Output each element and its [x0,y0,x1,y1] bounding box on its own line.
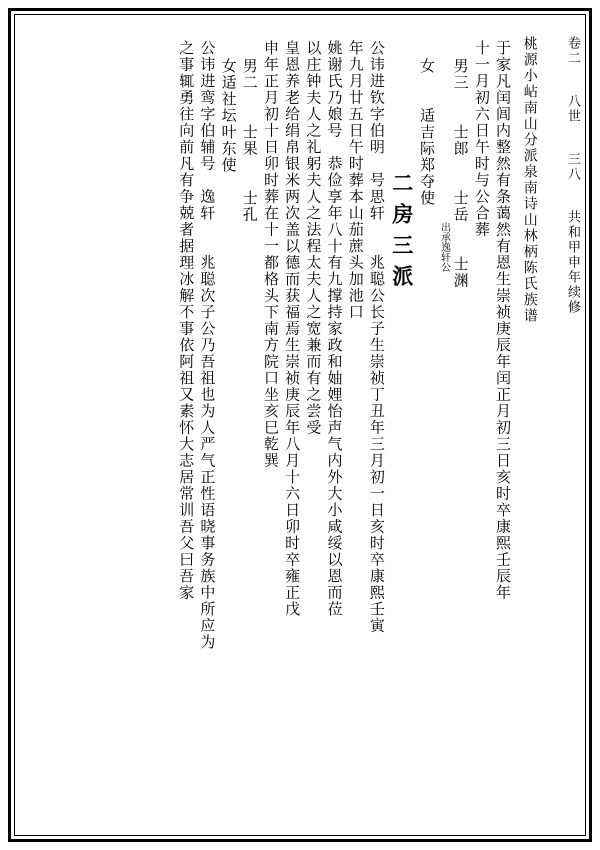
text-column: 申年正月初十日卯时葬在十一都格头下南方院口坐亥巳乾巽 [261,40,280,469]
text-column: 女适社坛叶东使 [219,58,238,174]
text-column: 年九月廿五日午时葬本山茄蔗头加池口 [346,40,365,321]
generation-label: 八世 [565,94,580,124]
spine-column [522,18,582,832]
text-column: 女 适吉际郑夺使 [417,58,436,207]
text-column: 公讳进鸾字伯辅号 逸轩 兆聪次子公乃吾祖也为人严气正性语晓事务族中所应为 [198,40,217,651]
edition-label: 共和甲申年续修 [565,210,580,315]
inline-annotation: 出承逸轩公 [438,222,450,272]
volume-label: 卷二 [565,36,580,66]
book-title: 桃源小岾南山分派泉南诗山林柄陈氏族谱 [521,36,538,324]
text-column: 十一月初六日午时与公合葬 [472,40,491,238]
text-column: 于家凡闰闾内整然有条蔼然有恩生崇祯庚辰年闰正月初三日亥时卒康熙壬辰年 [494,40,512,601]
text-column: 以庄钟夫人之礼躬夫人之法程太夫人之宽兼而有之尝受 [304,40,323,436]
text-column: 男二 士果 士孔 [240,58,259,223]
section-heading: 二房三派 [389,172,415,296]
text-body [20,22,512,830]
page-number: 三八 [565,152,580,182]
text-column: 姚谢氏乃娘号 恭俭享年八十有九撑持家政和妯娌怡声气内外大小咸绥以恩而莅 [325,40,344,618]
text-column: 男三 士郎 士岳 士渊 [451,58,470,289]
spine-meta [556,36,582,850]
text-column: 皇恩养老给绢帛银米两次盖以德而获福焉生崇祯庚辰年八月十六日卯时卒雍正戊 [283,40,302,618]
text-column: 公讳进钦字伯明 号思轩 兆聪公长子生崇祯丁丑年三月初一日亥时卒康熙壬寅 [367,40,386,634]
text-column: 之事辄勇往向前凡有争兢者据理冰解不事依阿祖又素怀大志居常训吾父曰吾家 [177,40,196,601]
